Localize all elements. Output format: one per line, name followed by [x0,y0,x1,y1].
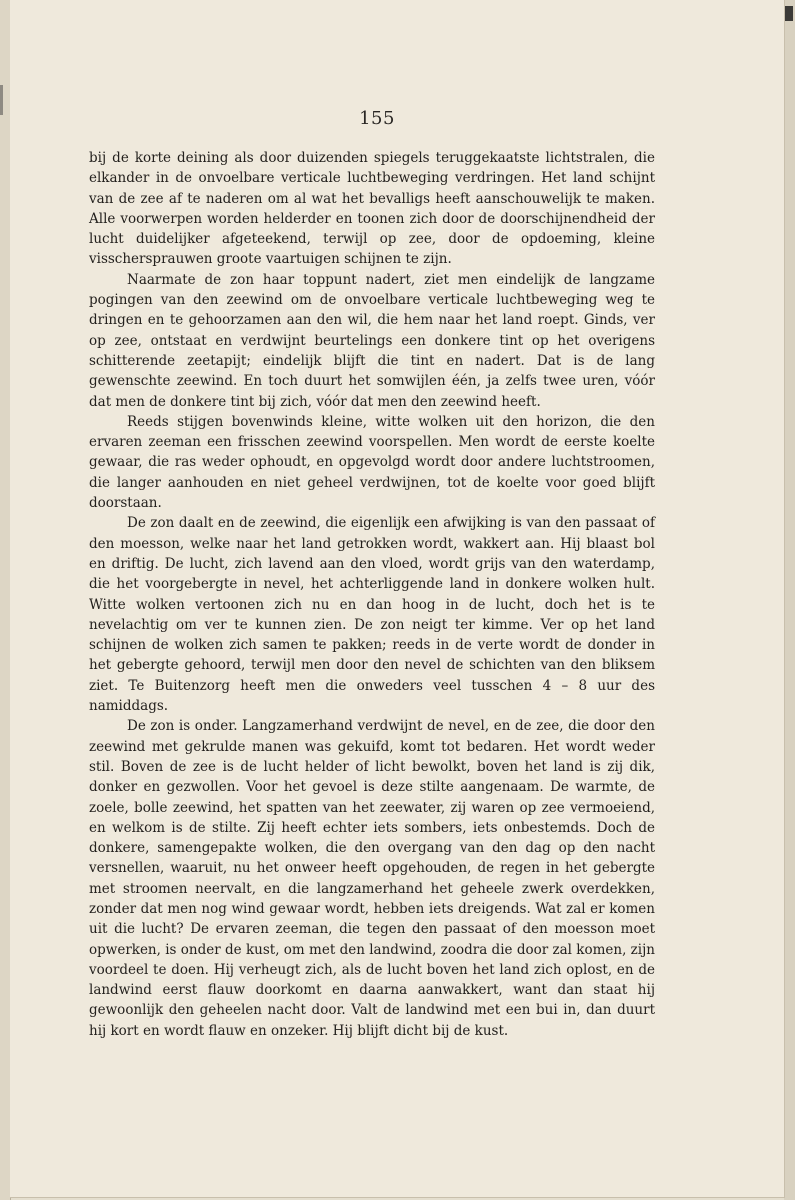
paragraph-1: bij de korte deining als door duizenden spiegels teruggekaatste lichtstralen, die elkander in de onvoelbare verticale luchtbeweging verdringen. Het land schijnt van de zee af te naderen om al wat het bevalligs heeft aanschouwelijk te maken. Alle voorwerpen worden helderder en toonen zich door de doorschijnendheid der lucht duidelijker afgeteekend, terwijl op zee, door de opdoeming, kleine visschersprauwen groote vaartuigen schijnen te zijn. [89,150,655,268]
scan-right-edge [784,0,795,1200]
paragraph-4: De zon daalt en de zeewind, die eigenlijk een afwijking is van den passaat of den moesson, welke naar het land getrokken wordt, wakkert aan. Hij blaast bol en driftig. De lucht, zich lavend aan den vloed, wordt grijs van den waterdamp, die het voorgebergte in nevel, het achterliggende land in donkere wolken hult. Witte wolken vertoonen zich nu en dan hoog in de lucht, doch het is te nevelachtig om ver te kunnen zien. De zon neigt ter kimme. Ver op het land schijnen de wolken zich samen te pakken; reeds in de verte wordt de donder in het gebergte gehoord, terwijl men door den nevel de schichten van den bliksem ziet. Te Buitenzorg heeft men die onweders veel tusschen 4 – 8 uur des namiddags. [89,515,655,715]
page-number: 155 [359,108,395,129]
paragraph-5: De zon is onder. Langzamerhand verdwijnt de nevel, en de zee, die door den zeewind met gekrulde manen was gekuifd, komt tot bedaren. Het wordt weder stil. Boven de zee is de lucht helder of licht bewolkt, boven het land is zij dik, donker en gezwollen. Voor het gevoel is deze stilte aangenaam. De warmte, de zoele, bolle zeewind, het spatten van het zeewater, zij waren op zee vermoeiend, en welkom is de stilte. Zij heeft echter iets sombers, iets onbestemds. Doch de donkere, samengepakte wolken, die den overgang van den dag op den nacht versnellen, waaruit, nu het onweer heeft opgehouden, de regen in het gebergte met stroomen neervalt, en die langzamerhand het geheele zwerk overdekken, zonder dat men nog wind gewaar wordt, hebben iets dreigends. Wat zal er komen uit die lucht? De ervaren zeeman, die tegen den passaat of den moesson moet opwerken, is onder de kust, om met den landwind, zoodra die door zal komen, zijn voordeel te doen. Hij verheugt zich, als de lucht boven het land zich oplost, en de landwind eerst flauw doorkomt en daarna aanwakkert, want dan staat hij gewoonlijk den geheelen nacht door. Valt de landwind met een bui in, dan duurt hij kort en wordt flauw en onzeker. Hij blijft dicht bij de kust. [89,718,655,1039]
page-text [89,148,655,1041]
binding-mark [0,85,3,115]
paragraph-3: Reeds stijgen bovenwinds kleine, witte wolken uit den horizon, die den ervaren zeeman een frisschen zeewind voorspellen. Men wordt de eerste koelte gewaar, die ras weder ophoudt, en opgevolgd wordt door andere luchtstroomen, die langer aanhouden en niet geheel verdwijnen, tot de koelte voor goed blijft doorstaan. [89,413,655,512]
book-page [10,0,785,1198]
paragraph-2: Naarmate de zon haar toppunt nadert, ziet men eindelijk de langzame pogingen van den zeewind om de onvoelbare verticale luchtbeweging weg te dringen en te gehoorzamen aan den wil, die hem naar het land roept. Ginds, ver op zee, ontstaat en verdwijnt beurtelings een donkere tint op het overigens schitterende zeetapijt; eindelijk blijft die tint en nadert. Dat is de lang gewenschte zeewind. En toch duurt het somwijlen één, ja zelfs twee uren, vóór dat men de donkere tint bij zich, vóór dat men den zeewind heeft. [89,271,655,410]
